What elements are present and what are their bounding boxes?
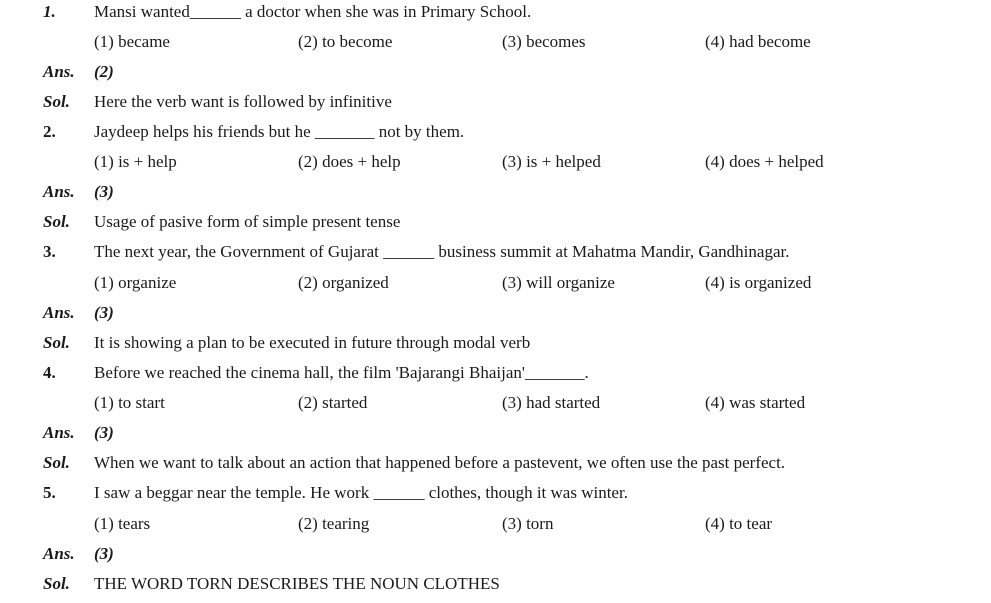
answer-label: Ans. [43, 303, 75, 322]
question-row [0, 358, 991, 388]
solution-text: It is showing a plan to be executed in future through modal verb [94, 333, 531, 352]
option-2: (2) to become [298, 32, 393, 51]
question-number: 5. [43, 483, 56, 502]
answer-value: (3) [94, 182, 114, 201]
question-text: Jaydeep helps his friends but he _______ not by them. [94, 122, 465, 141]
question-row [0, 237, 991, 267]
option-2: (2) started [298, 393, 368, 412]
option-4: (4) to tear [705, 514, 773, 533]
answer-label: Ans. [43, 423, 75, 442]
option-3: (3) torn [502, 514, 554, 533]
question-row [0, 0, 991, 27]
option-1: (1) is + help [94, 152, 177, 171]
options-row [0, 268, 991, 298]
options-row [0, 147, 991, 177]
option-1: (1) became [94, 32, 170, 51]
option-2: (2) organized [298, 273, 389, 292]
option-4: (4) was started [705, 393, 806, 412]
answer-row [0, 177, 991, 207]
solution-row [0, 448, 991, 478]
option-1: (1) to start [94, 393, 165, 412]
solution-label: Sol. [43, 92, 70, 111]
solution-text: Usage of pasive form of simple present tense [94, 212, 401, 231]
question-text: I saw a beggar near the temple. He work ______ clothes, though it was winter. [94, 483, 628, 502]
answer-value: (3) [94, 303, 114, 322]
answer-value: (2) [94, 62, 114, 81]
option-2: (2) does + help [298, 152, 401, 171]
question-row [0, 117, 991, 147]
solution-label: Sol. [43, 212, 70, 231]
solution-label: Sol. [43, 453, 70, 472]
answer-value: (3) [94, 423, 114, 442]
answer-row [0, 539, 991, 569]
solution-row [0, 207, 991, 237]
option-1: (1) tears [94, 514, 151, 533]
option-4: (4) is organized [705, 273, 812, 292]
answer-label: Ans. [43, 544, 75, 563]
solution-row [0, 87, 991, 117]
question-number: 2. [43, 122, 56, 141]
question-text: The next year, the Government of Gujarat ______ business summit at Mahatma Mandir, Gandhinagar. [94, 242, 790, 261]
solution-text: THE WORD TORN DESCRIBES THE NOUN CLOTHES [94, 574, 500, 593]
options-row [0, 509, 991, 539]
option-3: (3) becomes [502, 32, 586, 51]
answer-row [0, 418, 991, 448]
option-1: (1) organize [94, 273, 177, 292]
solution-row [0, 328, 991, 358]
question-number: 4. [43, 363, 56, 382]
options-row [0, 27, 991, 57]
question-text: Mansi wanted______ a doctor when she was in Primary School. [94, 2, 532, 21]
option-4: (4) had become [705, 32, 811, 51]
solution-label: Sol. [43, 333, 70, 352]
solution-text: Here the verb want is followed by infinitive [94, 92, 392, 111]
answer-value: (3) [94, 544, 114, 563]
option-2: (2) tearing [298, 514, 370, 533]
option-4: (4) does + helped [705, 152, 824, 171]
solution-row [0, 569, 991, 599]
question-text: Before we reached the cinema hall, the film 'Bajarangi Bhaijan'_______. [94, 363, 589, 382]
solution-text: When we want to talk about an action that happened before a pastevent, we often use the past perfect. [94, 453, 786, 472]
option-3: (3) is + helped [502, 152, 601, 171]
question-number: 3. [43, 242, 56, 261]
option-3: (3) had started [502, 393, 601, 412]
answer-label: Ans. [43, 62, 75, 81]
question-number: 1. [43, 2, 56, 21]
answer-row [0, 57, 991, 87]
options-row [0, 388, 991, 418]
option-3: (3) will organize [502, 273, 615, 292]
answer-label: Ans. [43, 182, 75, 201]
answer-row [0, 298, 991, 328]
solution-label: Sol. [43, 574, 70, 593]
question-row [0, 478, 991, 508]
